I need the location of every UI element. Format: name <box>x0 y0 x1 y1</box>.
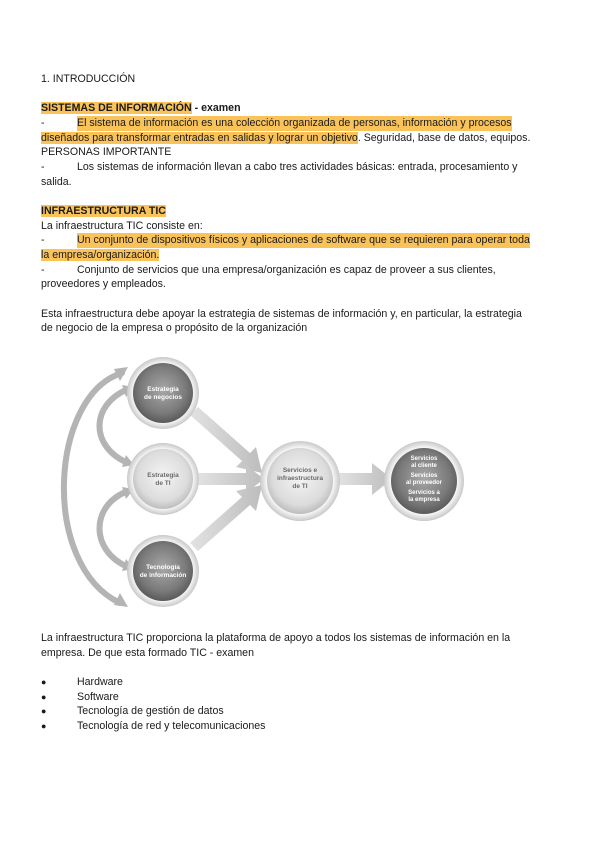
bullet-marker: ● <box>41 706 47 716</box>
section-title-sistemas <box>41 101 241 116</box>
highlighted-text: El sistema de información es una colección organizada de personas, información y procesos <box>77 117 512 129</box>
text-line <box>41 131 530 146</box>
text-line: de negocio de la empresa o propósito de la organización <box>41 322 308 334</box>
dash-marker: - <box>41 161 45 173</box>
text-span: Conjunto de servicios que una empresa/organización es capaz de proveer a sus clientes, <box>77 264 496 276</box>
circle-label: Servicios e <box>282 467 318 474</box>
circle-label: la empresa <box>408 497 440 503</box>
bullet-marker: ● <box>41 721 47 731</box>
text-span: . Seguridad, base de datos, equipos. <box>357 132 531 144</box>
arrow-top-to-center <box>190 407 262 473</box>
lower-curve-arrow <box>100 491 129 567</box>
bullet-marker: ● <box>41 692 47 702</box>
dash-marker: - <box>41 117 45 129</box>
list-item-text: Hardware <box>77 676 123 688</box>
title-suffix: - examen <box>191 102 241 114</box>
circle-label: al cliente <box>411 463 437 469</box>
section-heading: 1. INTRODUCCIÓN <box>41 73 136 85</box>
circle-label: de TI <box>155 480 171 487</box>
text-span: Los sistemas de información llevan a cabo tres actividades básicas: entrada, procesamiento y <box>77 161 518 173</box>
list-item-text: Tecnología de red y telecomunicaciones <box>77 720 266 732</box>
text-line: salida. <box>41 176 72 188</box>
text-line: La infraestructura TIC proporciona la plataforma de apoyo a todos los sistemas de información en la <box>41 632 511 644</box>
highlighted-text: Un conjunto de dispositivos físicos y aplicaciones de software que se requieren para operar toda <box>77 234 530 246</box>
title-highlight: INFRAESTRUCTURA TIC <box>41 205 166 217</box>
highlighted-text: diseñados para transformar entradas en salidas y lograr un objetivo <box>41 132 358 144</box>
circle-label: de TI <box>292 483 308 490</box>
circle-label: Estrategia <box>147 386 179 393</box>
circle-estrategia-ti <box>127 443 199 515</box>
upper-curve-arrow <box>100 389 129 463</box>
text-line: La infraestructura TIC consiste en: <box>41 220 203 232</box>
dash-marker: - <box>41 234 45 246</box>
title-highlight: SISTEMAS DE INFORMACIÓN <box>41 102 192 114</box>
circle-label: Servicios a <box>408 490 440 496</box>
text-line: PERSONAS IMPORTANTE <box>41 146 172 158</box>
circle-tecnologia-informacion <box>127 535 199 607</box>
section-title-infraestructura <box>41 204 166 219</box>
circle-label: de negocios <box>144 394 182 401</box>
text-line <box>41 248 159 263</box>
circle-label: al proveedor <box>405 480 443 486</box>
list-item-text: Tecnología de gestión de datos <box>77 705 224 717</box>
curved-arrows <box>64 373 128 603</box>
circle-label: infraestructura <box>277 475 323 482</box>
outer-curve-arrow <box>64 373 122 603</box>
infrastructure-diagram <box>40 355 480 615</box>
circle-estrategia-negocios <box>127 357 199 429</box>
circle-servicios <box>384 441 464 521</box>
text-line: Esta infraestructura debe apoyar la estrategia de sistemas de información y, en particular, la estrategia <box>41 308 522 320</box>
list-item-text: Software <box>77 691 119 703</box>
circle-servicios-infraestructura <box>260 441 340 521</box>
arrow-bottom-to-center <box>190 485 262 551</box>
circle-label: Servicios <box>410 473 438 479</box>
dash-marker: - <box>41 264 45 276</box>
circle-label: de información <box>139 572 187 579</box>
text-line: empresa. De que esta formado TIC - examen <box>41 647 254 659</box>
bullet-marker: ● <box>41 677 47 687</box>
highlighted-text: la empresa/organización. <box>41 249 160 261</box>
arrow-center-to-right <box>338 463 392 495</box>
circle-label: Tecnología <box>146 564 180 571</box>
circle-label: Servicios <box>410 456 438 462</box>
circle-label: Estrategia <box>147 472 179 479</box>
text-line: proveedores y empleados. <box>41 278 166 290</box>
